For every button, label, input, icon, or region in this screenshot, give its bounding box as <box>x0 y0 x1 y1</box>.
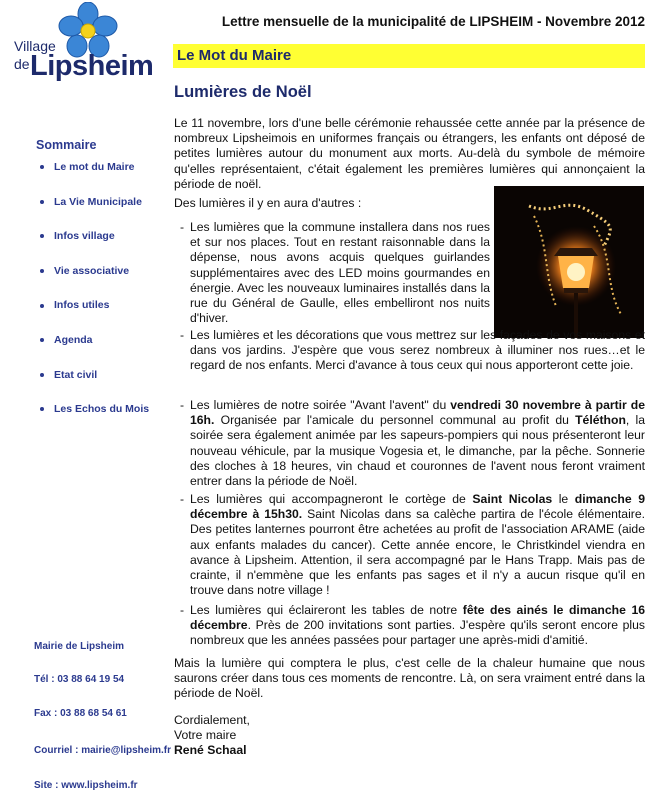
saint-nicolas-label: Saint Nicolas <box>472 492 553 506</box>
dash-marker: - <box>180 603 185 617</box>
event-date-aines: fête des ainés le dimanche 16 décembre <box>190 603 645 633</box>
bullet-icon <box>40 304 44 308</box>
logo-name-text: Lipsheim <box>30 50 154 82</box>
article-title: Lumières de Noël <box>174 83 312 101</box>
signature-name: René Schaal <box>174 743 247 757</box>
bullet-4-text: Les lumières qui accompagneront le cortège de Saint Nicolas le dimanche 9 décembre à 15h30. Saint Nicolas dans sa calèche partira de l'école élémentaire. Des petites lanternes pourront être achetées au profit de l'association ARAME (aide aux enfants malades du cancer). Cette année encore, le Christkindel viendra en avance à Lipsheim. Attention, il sera accompagné par le Hans Trapp. Mais pas de crainte, il n'emmène que les enfants pas sages et il n'y a aucun risque qu'il en trouve dans notre village ! <box>190 492 645 598</box>
dash-marker: - <box>180 492 185 506</box>
contact-fax: Fax : 03 88 68 54 61 <box>34 708 127 719</box>
menu-item-vie-municipale[interactable]: La Vie Municipale <box>40 196 149 231</box>
newsletter-title: Lettre mensuelle de la municipalité de LIPSHEIM - Novembre 2012 <box>221 14 645 29</box>
bullet-icon <box>40 269 44 273</box>
dash-marker: - <box>180 328 185 342</box>
sommaire-heading: Sommaire <box>36 138 97 152</box>
menu-item-echos-du-mois[interactable]: Les Echos du Mois <box>40 403 149 438</box>
menu-item-infos-utiles[interactable]: Infos utiles <box>40 299 149 334</box>
menu-item-infos-village[interactable]: Infos village <box>40 230 149 265</box>
menu-item-mot-du-maire[interactable]: Le mot du Maire <box>40 161 149 196</box>
section-title: Le Mot du Maire <box>177 47 292 64</box>
municipality-logo[interactable] <box>6 2 156 87</box>
menu-item-vie-associative[interactable]: Vie associative <box>40 265 149 300</box>
event-date-avent: vendredi 30 novembre à partir de 16h. <box>190 398 646 428</box>
event-date-nicolas: dimanche 9 décembre à 15h30. <box>190 492 645 522</box>
logo-de-text: de <box>14 56 30 72</box>
sommaire-menu <box>40 161 149 438</box>
dash-marker: - <box>180 398 185 412</box>
bullet-icon <box>40 234 44 238</box>
article-intro: Le 11 novembre, lors d'une belle cérémonie rehaussée cette année par la présence de nombreux Lipsheimois en uniformes français ou étrangers, les enfants ont déposé de petites lumières autour du monument aux morts. Au-delà du symbole de mémoire qu'elles représentaient, c'était également les premières lumières qui annonçaient la période de noël. <box>174 116 645 191</box>
bullet-5-text: Les lumières qui éclaireront les tables de notre fête des ainés le dimanche 16 décembre. Près de 200 invitations sont parties. J'espère qu'ils seront encore plus nombreux que les années passées pour partager une après-midi d'amitié. <box>190 603 645 648</box>
bullet-icon <box>40 373 44 377</box>
logo-village-text: Village <box>14 38 56 54</box>
contact-tel: Tél : 03 88 64 19 54 <box>34 674 125 685</box>
telethon-label: Téléthon <box>575 413 626 428</box>
contact-name: Mairie de Lipsheim <box>34 641 125 652</box>
lantern-illustration <box>494 186 644 338</box>
christmas-lantern-photo <box>494 186 644 338</box>
bullet-2-text: Les lumières et les décorations que vous mettrez sur les façades de vos maisons et dans vos jardins. J'espère que vous serez nombreux à illuminer nos rues…et le regard de nos enfants. Merci d'avance à tous ceux qui nous apporteront cette joie. <box>190 328 645 373</box>
menu-item-etat-civil[interactable]: Etat civil <box>40 369 149 404</box>
section-banner <box>173 44 645 68</box>
contact-email-link[interactable]: Courriel : mairie@lipsheim.fr <box>34 745 172 756</box>
bullet-icon <box>40 165 44 169</box>
signature-role: Votre maire <box>174 728 237 742</box>
bullet-icon <box>40 200 44 204</box>
bullet-icon <box>40 407 44 411</box>
article-closing: Mais la lumière qui comptera le plus, c'est celle de la chaleur humaine que nous saurons créer dans tous ces moments de rencontre. Là, on sera vraiment entré dans la période de Noël. <box>174 656 645 701</box>
bullet-icon <box>40 338 44 342</box>
bullet-3-text: Les lumières de notre soirée "Avant l'avent" du vendredi 30 novembre à partir de 16h. Organisée par l'amicale du personnel communal au profit du Téléthon, la soirée sera également animée par les sapeurs-pompiers qui nous présenteront leur nouveau véhicule, par la musique Vogesia et, le dimanche, par la pêche. Sonnerie des cloches à 18 heures, vin chaud et couronnes de l'avent nous feront vraiment entrer dans la période de Noël. <box>190 398 646 489</box>
bullet-1-text: Les lumières que la commune installera dans nos rues et sur nos places. Tout en restant raisonnable dans la dépense, nous avons acquis quelques guirlandes supplémentaires avec des LED moins gourmandes en énergie. Avec les nouveaux luminaires installés dans la rue du Général de Gaulle, elles embelliront nos nuits d'hiver. <box>190 220 490 326</box>
signature-greeting: Cordialement, <box>174 713 250 727</box>
menu-item-agenda[interactable]: Agenda <box>40 334 149 369</box>
dash-marker: - <box>180 220 185 234</box>
contact-site-link[interactable]: Site : www.lipsheim.fr <box>34 780 138 791</box>
article-lead: Des lumières il y en aura d'autres : <box>174 196 362 210</box>
